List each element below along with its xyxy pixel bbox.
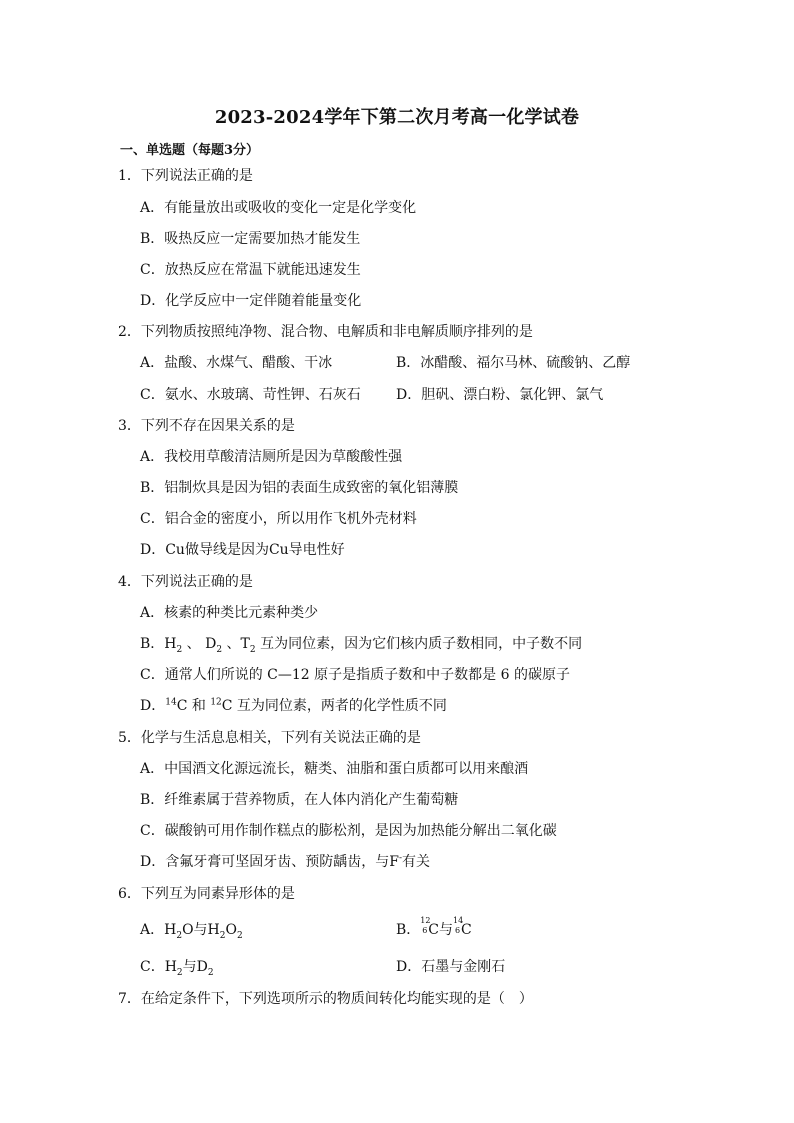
question-5-option-b: B．纤维素属于营养物质，在人体内消化产生葡萄糖	[140, 792, 459, 808]
question-2-option-d: D．胆矾、漂白粉、氯化钾、氯气	[396, 387, 604, 403]
question-1-option-d: D．化学反应中一定伴随着能量变化	[140, 293, 362, 309]
isotope-notation: 14 6	[453, 916, 464, 935]
isotope-notation: 12 6	[420, 916, 431, 935]
question-4-option-b: B．$H_2$ 、 $D_2$ 、$T_2$ 互为同位素，因为它们核内质子数相同，中子数不同	[140, 636, 583, 655]
question-2-option-a: A．盐酸、水煤气、醋酸、干冰	[140, 355, 333, 371]
question-7-stem: 7．在给定条件下，下列选项所示的物质间转化均能实现的是（ ）	[118, 991, 533, 1007]
question-2-stem: 2．下列物质按照纯净物、混合物、电解质和非电解质顺序排列的是	[118, 324, 533, 340]
question-6-option-b: B． 12 6 C与 14 6 C	[396, 916, 472, 938]
page-title: 2023-2024学年下第二次月考高一化学试卷	[214, 107, 580, 128]
question-1-stem: 1．下列说法正确的是	[118, 168, 253, 184]
question-6-option-a: A．$H_2O$与$H_2O_2$	[140, 922, 243, 941]
question-6-option-c: C．$H_2$与$D_2$	[140, 959, 214, 978]
question-4-option-d: D．$^{14}$C 和 $^{12}$C 互为同位素，两者的化学性质不同	[140, 697, 447, 714]
question-1-option-c: C．放热反应在常温下就能迅速发生	[140, 262, 361, 278]
question-3-option-d: D．Cu做导线是因为Cu导电性好	[140, 542, 345, 558]
question-5-option-a: A．中国酒文化源远流长，糖类、油脂和蛋白质都可以用来酿酒	[140, 761, 529, 777]
question-4-option-a: A．核素的种类比元素种类少	[140, 605, 319, 621]
question-5-option-c: C．碳酸钠可用作制作糕点的膨松剂，是因为加热能分解出二氧化碳	[140, 823, 557, 839]
question-3-option-b: B．铝制炊具是因为铝的表面生成致密的氧化铝薄膜	[140, 480, 459, 496]
question-3-stem: 3．下列不存在因果关系的是	[118, 418, 295, 434]
question-2-option-c: C．氨水、水玻璃、苛性钾、石灰石	[140, 387, 361, 403]
question-1-option-a: A．有能量放出或吸收的变化一定是化学变化	[140, 200, 417, 216]
question-6-stem: 6．下列互为同素异形体的是	[118, 886, 295, 902]
question-4-stem: 4．下列说法正确的是	[118, 574, 253, 590]
question-3-option-a: A．我校用草酸清洁厕所是因为草酸酸性强	[140, 449, 403, 465]
question-5-option-d: D．含氟牙膏可坚固牙齿、预防龋齿，与F-有关	[140, 853, 430, 870]
section-heading: 一、单选题（每题3分）	[120, 143, 260, 158]
question-4-option-c: C．通常人们所说的 C—12 原子是指质子数和中子数都是 6 的碳原子	[140, 667, 570, 683]
question-6-option-d: D．石墨与金刚石	[396, 959, 506, 975]
question-3-option-c: C．铝合金的密度小，所以用作飞机外壳材料	[140, 511, 417, 527]
question-5-stem: 5．化学与生活息息相关，下列有关说法正确的是	[118, 730, 421, 746]
question-1-option-b: B．吸热反应一定需要加热才能发生	[140, 231, 361, 247]
question-2-option-b: B．冰醋酸、福尔马林、硫酸钠、乙醇	[396, 355, 631, 371]
